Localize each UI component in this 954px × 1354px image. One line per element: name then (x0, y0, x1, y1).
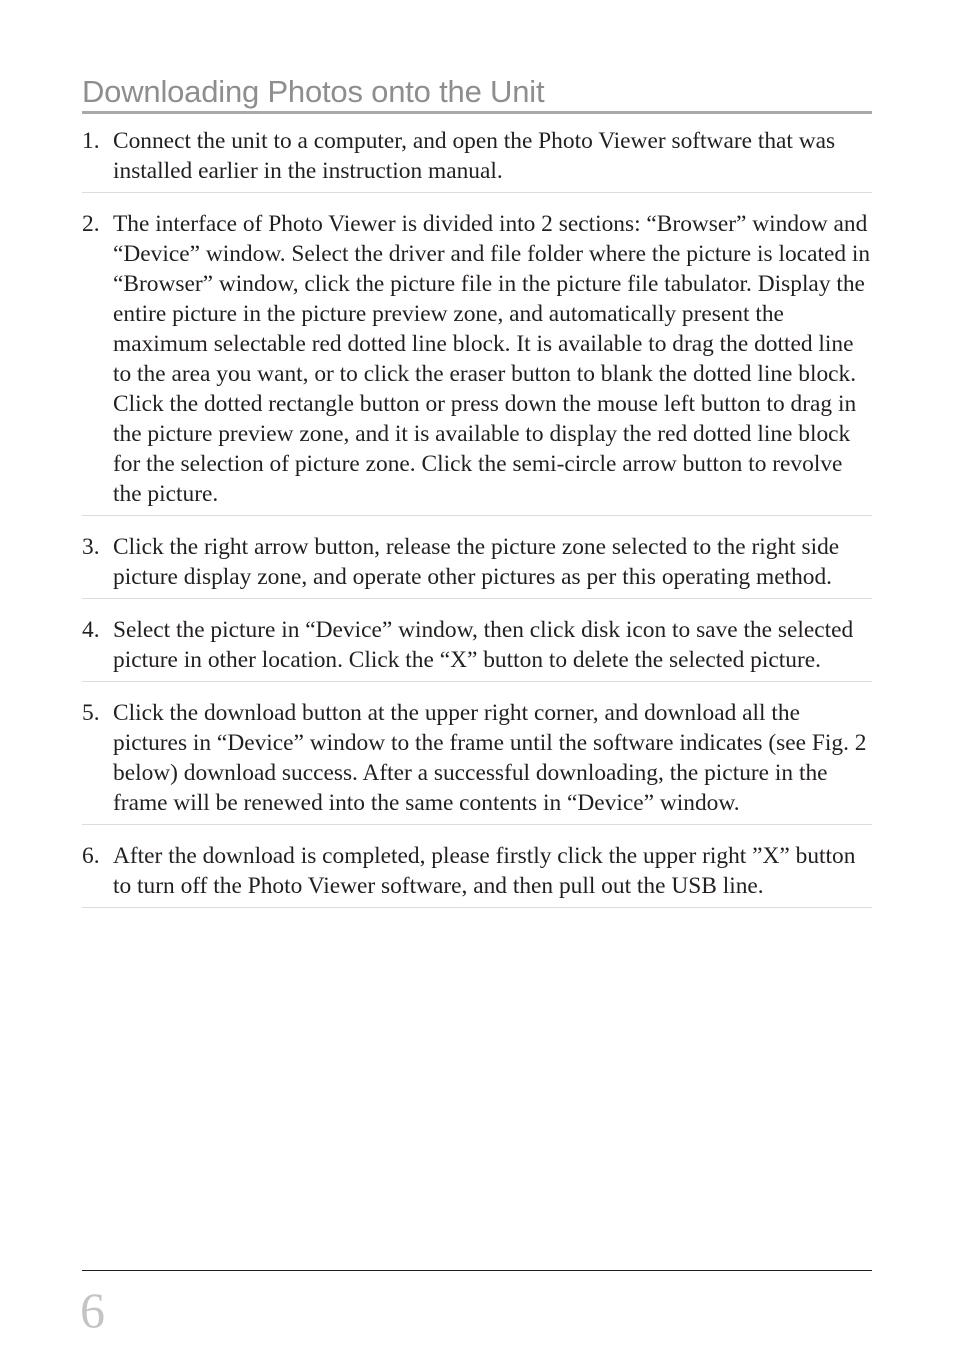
step-text: Click the download button at the upper right corner, and download all the pictures in “Device” window to the frame until the software indicates (see Fig. 2 below) download success. After a successful downloading, the picture in the frame will be renewed into the same contents in “Device” window. (113, 700, 867, 816)
step-item-1 (82, 124, 872, 193)
step-text: Select the picture in “Device” window, then click disk icon to save the selected picture in other location. Click the “X” button to delete the selected picture. (113, 617, 854, 673)
step-item-2 (82, 207, 872, 516)
step-text: The interface of Photo Viewer is divided into 2 sections: “Browser” window and “Device” window. Select the driver and file folder where the picture is located in “Browser” window, click the picture file in the picture file tabulator. Display the entire picture in the picture preview zone, and automatically present the maximum selectable red dotted line block. It is available to drag the dotted line to the area you want, or to click the eraser button to blank the dotted line block. Click the dotted rectangle button or press down the mouse left button to drag in the picture preview zone, and it is available to display the red dotted line block for the selection of picture zone. Click the semi-circle arrow button to revolve the picture. (113, 211, 871, 507)
footer-rule (82, 1270, 872, 1271)
step-number: 1. (82, 128, 100, 154)
step-number: 5. (82, 700, 100, 726)
step-text: Click the right arrow button, release the picture zone selected to the right side picture display zone, and operate other pictures as per this operating method. (113, 534, 840, 590)
step-number: 6. (82, 843, 100, 869)
step-text: Connect the unit to a computer, and open the Photo Viewer software that was installed earlier in the instruction manual. (113, 128, 836, 184)
page-number: 6 (80, 1282, 105, 1338)
step-text: After the download is completed, please firstly click the upper right ”X” button to turn off the Photo Viewer software, and then pull out the USB line. (113, 843, 856, 899)
step-number: 2. (82, 211, 100, 237)
instruction-steps-list (82, 124, 872, 922)
step-item-4 (82, 613, 872, 682)
step-number: 4. (82, 617, 100, 643)
step-item-6 (82, 839, 872, 908)
step-item-3 (82, 530, 872, 599)
page-title: Downloading Photos onto the Unit (82, 74, 545, 109)
step-number: 3. (82, 534, 100, 560)
step-item-5 (82, 696, 872, 825)
title-underline (82, 111, 872, 114)
